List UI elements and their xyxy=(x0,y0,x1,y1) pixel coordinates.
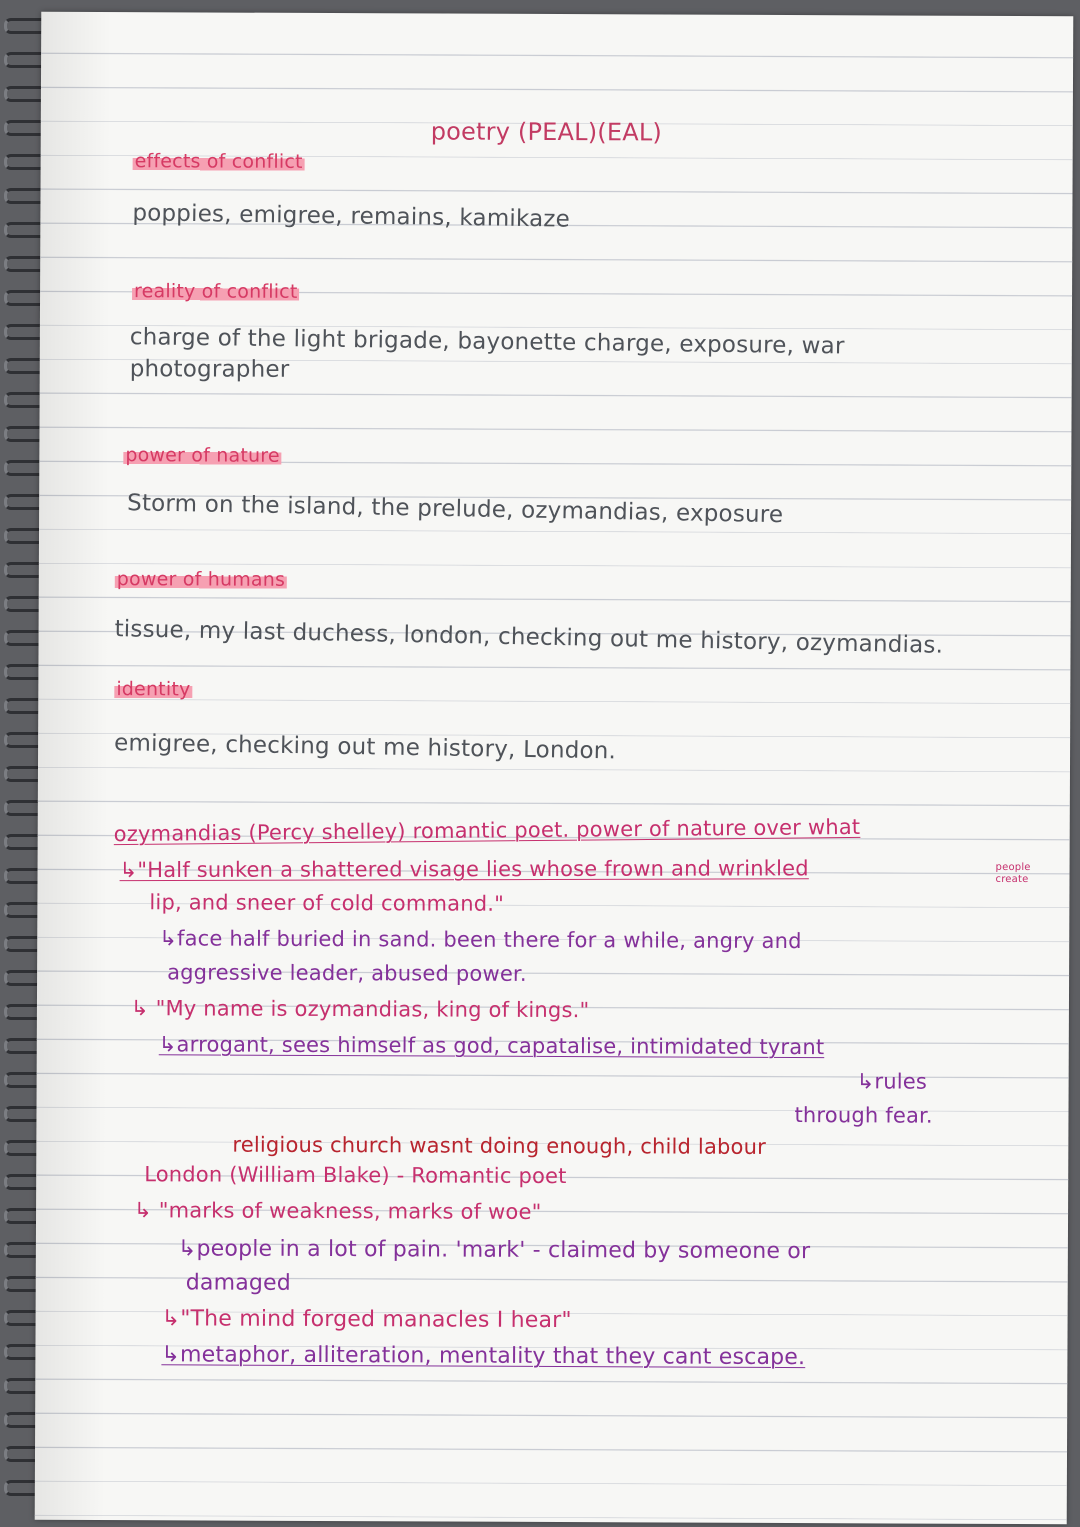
ozymandias-header: ozymandias (Percy shelley) romantic poet. power of nature over what xyxy=(113,814,861,847)
london-analysis1-line1: ↳people in a lot of pain. 'mark' - claimed by someone or xyxy=(177,1236,811,1265)
poems-identity: emigree, checking out me history, London. xyxy=(113,730,617,765)
poems-power-of-humans: tissue, my last duchess, london, checking out me history, ozymandias. xyxy=(114,616,944,659)
poems-reality-of-conflict-line2: photographer xyxy=(129,356,290,383)
ozymandias-analysis2: ↳arrogant, sees himself as god, capatalise, intimidated tyrant xyxy=(158,1032,825,1060)
heading-power-of-nature: power of nature xyxy=(125,444,280,467)
ozymandias-analysis2-note1: ↳rules xyxy=(856,1069,928,1094)
london-analysis2: ↳metaphor, alliteration, mentality that they cant escape. xyxy=(161,1342,806,1371)
london-context: religious church wasnt doing enough, child labour xyxy=(232,1132,767,1159)
heading-power-of-humans: power of humans xyxy=(116,568,286,591)
page-margin-shadow xyxy=(35,12,112,1520)
margin-note-create: create xyxy=(995,873,1029,886)
heading-reality-of-conflict: reality of conflict xyxy=(134,280,298,303)
london-header: London (William Blake) - Romantic poet xyxy=(144,1162,567,1189)
notebook-page xyxy=(35,12,1074,1524)
ozymandias-quote1-line1: ↳"Half sunken a shattered visage lies whose frown and wrinkled xyxy=(119,856,809,883)
heading-identity: identity xyxy=(116,678,191,701)
ozymandias-analysis1-line1: ↳face half buried in sand. been there for a while, angry and xyxy=(159,926,802,954)
poems-power-of-nature: Storm on the island, the prelude, ozymandias, exposure xyxy=(126,490,784,529)
page-title: poetry (PEAL)(EAL) xyxy=(430,117,663,147)
margin-note-people: people xyxy=(995,861,1031,874)
london-analysis1-line2: damaged xyxy=(185,1270,292,1296)
heading-effects-of-conflict: effects of conflict xyxy=(134,150,303,173)
ozymandias-analysis2-note2: through fear. xyxy=(794,1103,933,1128)
london-quote2: ↳"The mind forged manacles I hear" xyxy=(161,1306,572,1334)
ozymandias-analysis1-line2: aggressive leader, abused power. xyxy=(167,960,527,986)
ozymandias-quote2: ↳ "My name is ozymandias, king of kings." xyxy=(130,996,590,1023)
london-quote1: ↳ "marks of weakness, marks of woe" xyxy=(134,1198,542,1224)
poems-effects-of-conflict: poppies, emigree, remains, kamikaze xyxy=(132,200,571,233)
ozymandias-quote1-line2: lip, and sneer of cold command." xyxy=(149,890,505,916)
poems-reality-of-conflict-line1: charge of the light brigade, bayonette charge, exposure, war xyxy=(129,324,845,360)
